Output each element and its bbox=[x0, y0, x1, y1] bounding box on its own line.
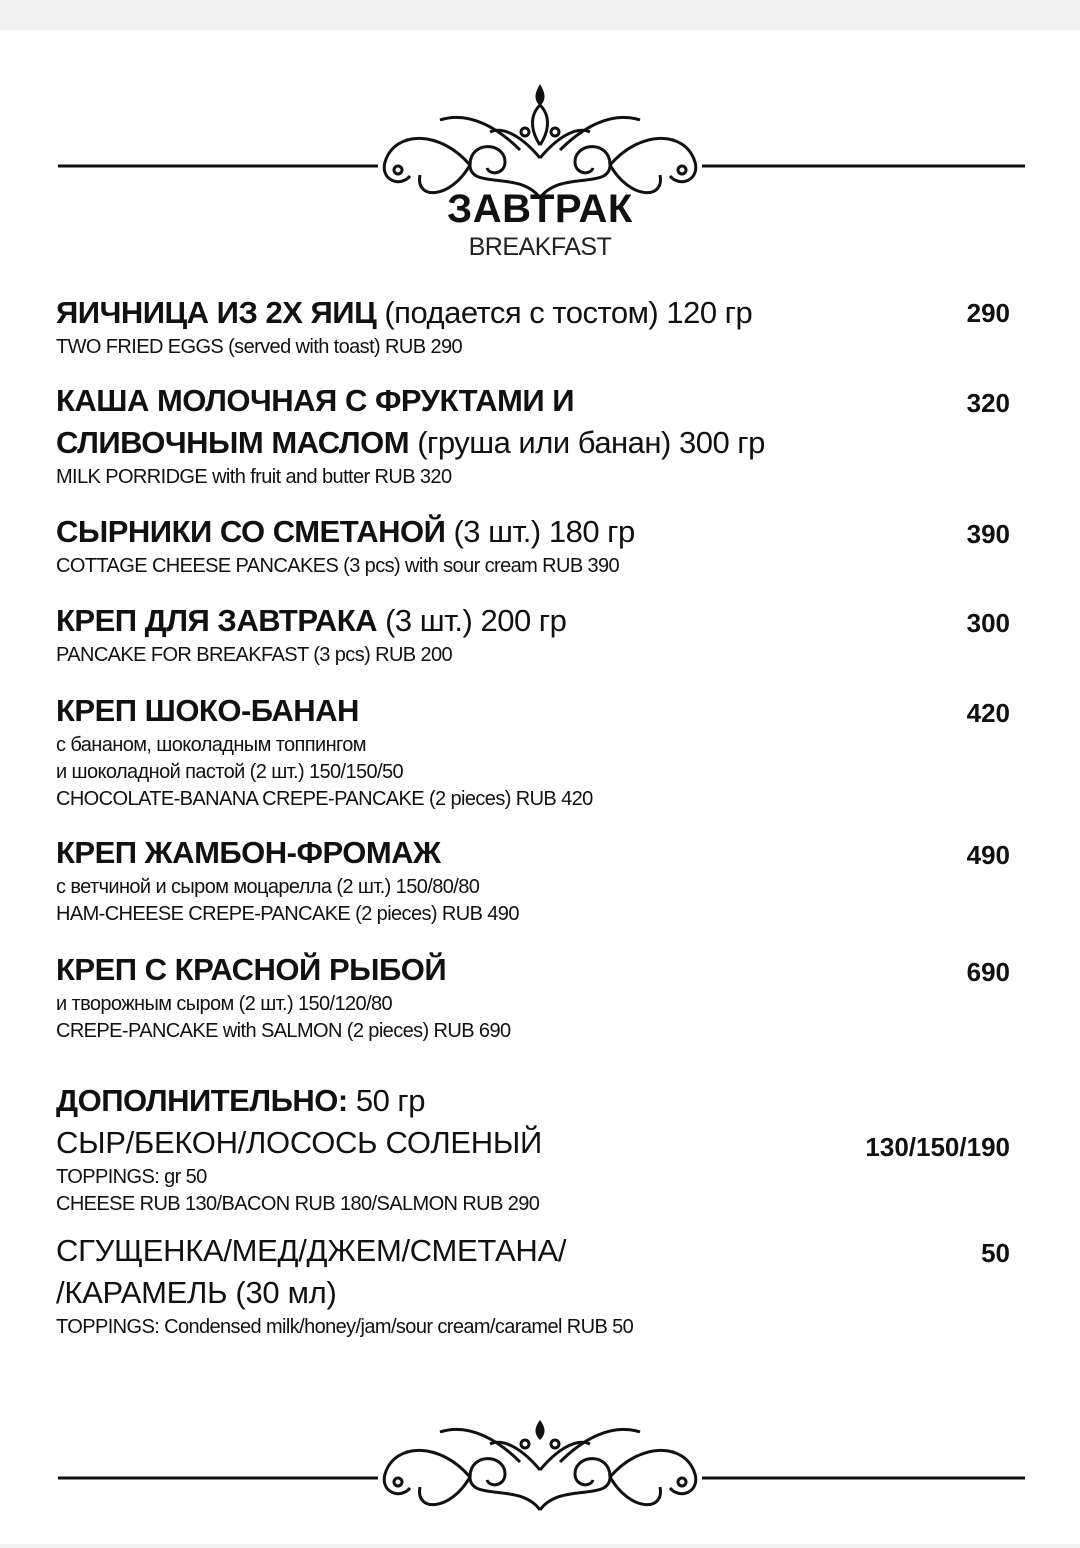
page-title: ЗАВТРАК bbox=[447, 187, 633, 231]
item-price: 390 bbox=[966, 519, 1010, 549]
extras-line2: СГУЩЕНКА/МЕД/ДЖЕМ/СМЕТАНА/ bbox=[56, 1233, 567, 1268]
menu-item bbox=[56, 949, 1016, 1045]
item-name-line bbox=[56, 600, 1016, 642]
menu-item bbox=[56, 600, 1016, 669]
item-name-line bbox=[56, 292, 1016, 334]
item-price: 320 bbox=[966, 388, 1010, 418]
menu-item bbox=[56, 690, 1016, 813]
item-russian-description: с ветчиной и сыром моцарелла (2 шт.) 150/80/80 bbox=[56, 876, 480, 898]
item-english: MILK PORRIDGE with fruit and butter RUB 320 bbox=[56, 466, 452, 488]
extras-line1-price: 130/150/190 bbox=[865, 1132, 1010, 1162]
extras-line1-english: TOPPINGS: gr 50 bbox=[56, 1166, 207, 1188]
item-name-line bbox=[56, 832, 1016, 874]
item-price: 490 bbox=[966, 840, 1010, 870]
item-name: КРЕП ШОКО-БАНАН bbox=[56, 693, 359, 728]
item-detail: (3 шт.) 200 гр bbox=[377, 603, 567, 638]
menu-item bbox=[56, 511, 1016, 580]
ornament-divider-top-icon bbox=[0, 70, 1080, 200]
item-name: ЯИЧНИЦА ИЗ 2Х ЯИЦ bbox=[56, 295, 377, 330]
extras-heading-line bbox=[56, 1080, 1016, 1122]
item-name: КРЕП ДЛЯ ЗАВТРАКА bbox=[56, 603, 377, 638]
extras-section bbox=[56, 1080, 1016, 1218]
extras-line1-english: CHEESE RUB 130/BACON RUB 180/SALMON RUB 290 bbox=[56, 1193, 540, 1215]
item-english: COTTAGE CHEESE PANCAKES (3 pcs) with sour cream RUB 390 bbox=[56, 555, 620, 577]
extras-line2-price: 50 bbox=[981, 1238, 1010, 1268]
extras-section bbox=[56, 1230, 1016, 1341]
menu-item bbox=[56, 380, 1016, 491]
extras-line2-english: TOPPINGS: Condensed milk/honey/jam/sour cream/caramel RUB 50 bbox=[56, 1316, 634, 1338]
item-name: КРЕП С КРАСНОЙ РЫБОЙ bbox=[56, 952, 447, 987]
item-english: HAM-CHEESE CREPE-PANCAKE (2 pieces) RUB 490 bbox=[56, 903, 519, 925]
item-detail: (3 шт.) 180 гр bbox=[445, 514, 635, 549]
page-subtitle: BREAKFAST bbox=[468, 233, 612, 261]
item-detail: (подается с тостом) 120 гр bbox=[376, 295, 753, 330]
item-price: 290 bbox=[966, 298, 1010, 328]
extras-heading: ДОПОЛНИТЕЛЬНО: bbox=[56, 1083, 348, 1118]
item-name-line bbox=[56, 422, 1016, 464]
menu-page bbox=[0, 30, 1080, 1544]
item-english: CREPE-PANCAKE with SALMON (2 pieces) RUB 690 bbox=[56, 1020, 511, 1042]
item-name: СЫРНИКИ СО СМЕТАНОЙ bbox=[56, 514, 446, 549]
item-english: PANCAKE FOR BREAKFAST (3 pcs) RUB 200 bbox=[56, 644, 453, 666]
menu-item bbox=[56, 832, 1016, 928]
item-english: TWO FRIED EGGS (served with toast) RUB 290 bbox=[56, 336, 463, 358]
item-english: CHOCOLATE-BANANA CREPE-PANCAKE (2 pieces) RUB 420 bbox=[56, 788, 593, 810]
extras-line1: СЫР/БЕКОН/ЛОСОСЬ СОЛЕНЫЙ bbox=[56, 1125, 542, 1160]
extras-heading-detail: 50 гр bbox=[347, 1083, 425, 1118]
item-russian-description: с бананом, шоколадным топпингом bbox=[56, 734, 366, 756]
item-price: 300 bbox=[966, 608, 1010, 638]
item-name: КРЕП ЖАМБОН-ФРОМАЖ bbox=[56, 835, 441, 870]
item-price: 420 bbox=[966, 698, 1010, 728]
extras-line2: /КАРАМЕЛЬ (30 мл) bbox=[56, 1275, 337, 1310]
item-name-line bbox=[56, 380, 1016, 422]
item-russian-description: и творожным сыром (2 шт.) 150/120/80 bbox=[56, 993, 393, 1015]
item-name-line bbox=[56, 511, 1016, 553]
menu-item bbox=[56, 292, 1016, 361]
item-detail: (груша или банан) 300 гр bbox=[409, 425, 765, 460]
item-price: 690 bbox=[966, 957, 1010, 987]
item-russian-description: и шоколадной пастой (2 шт.) 150/150/50 bbox=[56, 761, 404, 783]
ornament-divider-bottom-icon bbox=[0, 1418, 1080, 1548]
item-name-line bbox=[56, 690, 1016, 732]
item-name-line bbox=[56, 949, 1016, 991]
item-name: СЛИВОЧНЫМ МАСЛОМ bbox=[56, 425, 410, 460]
item-name: КАША МОЛОЧНАЯ С ФРУКТАМИ И bbox=[56, 383, 575, 418]
